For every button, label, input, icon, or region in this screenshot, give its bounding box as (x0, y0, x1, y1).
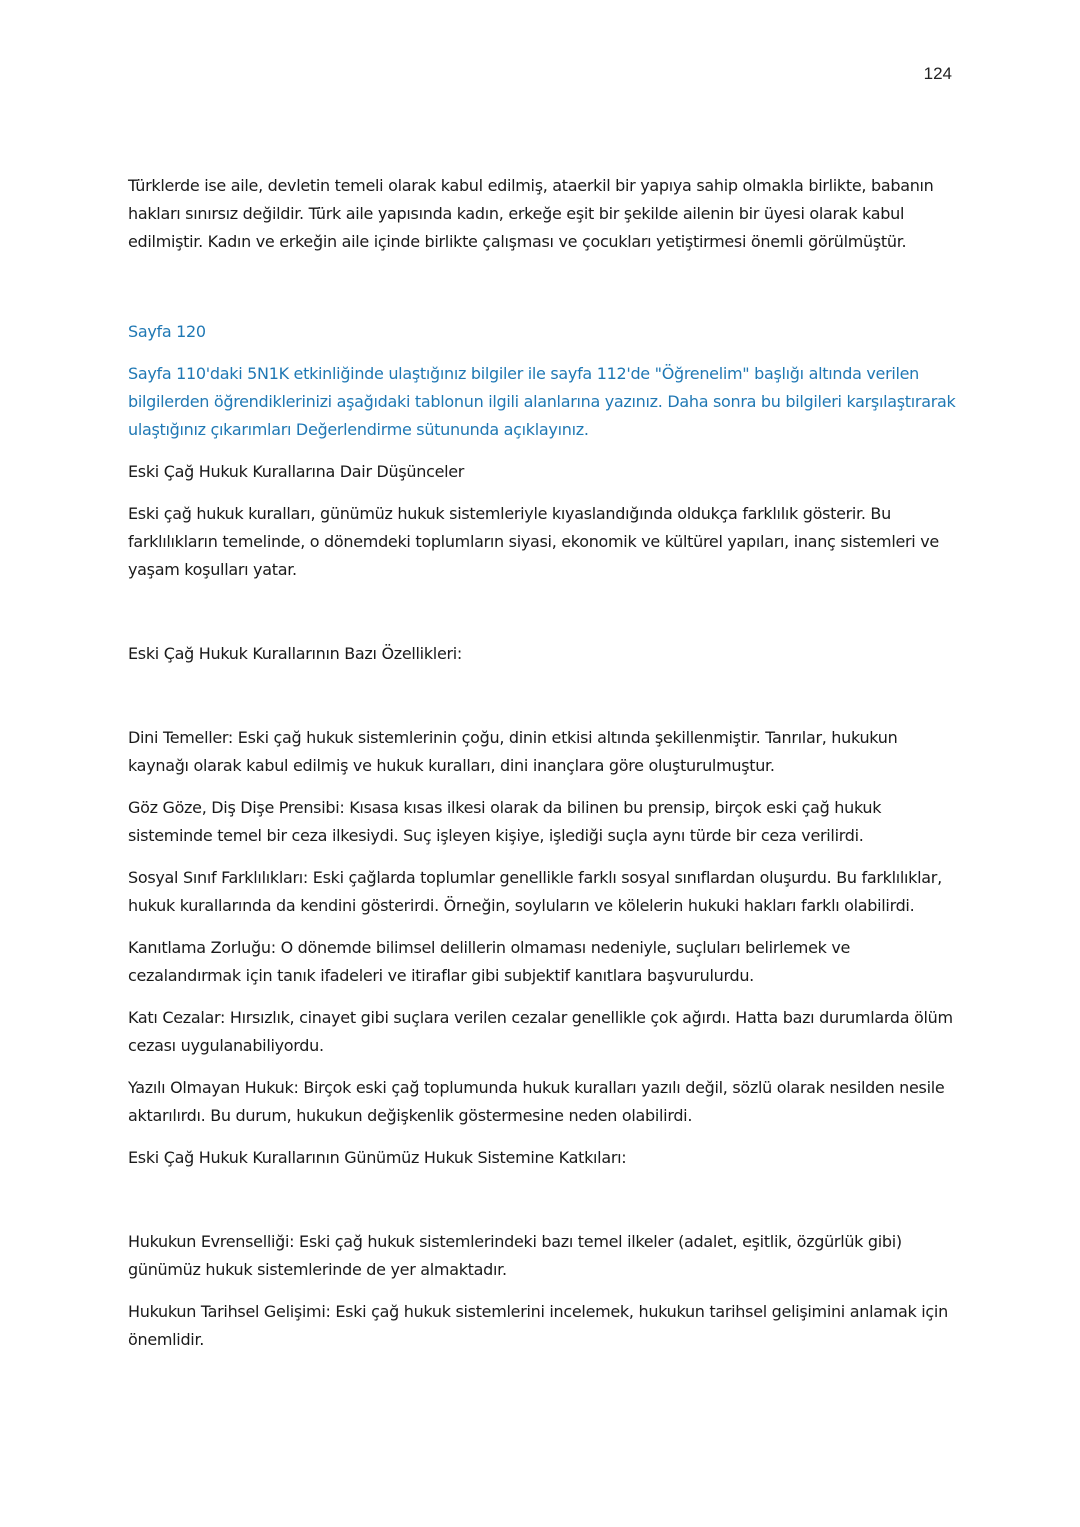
page-content (128, 172, 958, 1354)
page-reference-heading: Sayfa 120 (128, 322, 206, 341)
section-heading-thoughts: Eski Çağ Hukuk Kurallarına Dair Düşünceler (128, 462, 465, 481)
section-heading-features: Eski Çağ Hukuk Kurallarının Bazı Özellikleri: (128, 644, 463, 663)
feature-proof-difficulty: Kanıtlama Zorluğu: O dönemde bilimsel delillerin olmaması nedeniyle, suçluları belirlemek ve cezalandırmak için tanık ifadeleri ve itiraflar gibi subjektif kanıtlara başvurulurdu. (128, 938, 851, 985)
page-number: 124 (923, 64, 952, 83)
section-heading-contributions: Eski Çağ Hukuk Kurallarının Günümüz Hukuk Sistemine Katkıları: (128, 1148, 627, 1167)
instruction-paragraph: Sayfa 110'daki 5N1K etkinliğinde ulaştığınız bilgiler ile sayfa 112'de "Öğrenelim" başlığı altında verilen bilgilerden öğrendiklerinizi aşağıdaki tablonun ilgili alanlarına yazınız. Daha sonra bu bilgileri karşılaştırarak ulaştığınız çıkarımları Değerlendirme sütununda açıklayınız. (128, 364, 956, 439)
spacer (128, 1284, 958, 1298)
spacer (128, 850, 958, 864)
spacer (128, 780, 958, 794)
contribution-historical-development: Hukukun Tarihsel Gelişimi: Eski çağ hukuk sistemlerini incelemek, hukukun tarihsel gelişimini anlamak için önemlidir. (128, 1302, 948, 1349)
intro-paragraph: Türklerde ise aile, devletin temeli olarak kabul edilmiş, ataerkil bir yapıya sahip olmakla birlikte, babanın hakları sınırsız değildir. Türk aile yapısında kadın, erkeğe eşit bir şekilde ailenin bir üyesi olarak kabul edilmiştir. Kadın ve erkeğin aile içinde birlikte çalışması ve çocukları yetiştirmesi önemli görülmüştür. (128, 176, 934, 251)
feature-religious-foundations: Dini Temeller: Eski çağ hukuk sistemlerinin çoğu, dinin etkisi altında şekillenmiştir. Tanrılar, hukukun kaynağı olarak kabul edilmiş ve hukuk kuralları, dini inançlara göre oluşturulmuştur. (128, 728, 898, 775)
spacer (128, 256, 958, 318)
feature-eye-for-eye: Göz Göze, Diş Dişe Prensibi: Kısasa kısas ilkesi olarak da bilinen bu prensip, birçok eski çağ hukuk sisteminde temel bir ceza ilkesiydi. Suç işleyen kişiye, işlediği suçla aynı türde bir ceza verilirdi. (128, 798, 882, 845)
contribution-universality: Hukukun Evrenselliği: Eski çağ hukuk sistemlerindeki bazı temel ilkeler (adalet, eşitlik, özgürlük gibi) günümüz hukuk sistemlerinde de yer almaktadır. (128, 1232, 902, 1279)
spacer (128, 584, 958, 640)
spacer (128, 346, 958, 360)
overview-paragraph: Eski çağ hukuk kuralları, günümüz hukuk sistemleriyle kıyaslandığında oldukça farklılık gösterir. Bu farklılıkların temelinde, o dönemdeki toplumların siyasi, ekonomik ve kültürel yapıları, inanç sistemleri ve yaşam koşulları yatar. (128, 504, 939, 579)
spacer (128, 920, 958, 934)
spacer (128, 444, 958, 458)
spacer (128, 1172, 958, 1228)
spacer (128, 1130, 958, 1144)
feature-unwritten-law: Yazılı Olmayan Hukuk: Birçok eski çağ toplumunda hukuk kuralları yazılı değil, sözlü olarak nesilden nesile aktarılırdı. Bu durum, hukukun değişkenlik göstermesine neden olabilirdi. (128, 1078, 945, 1125)
feature-social-class: Sosyal Sınıf Farklılıkları: Eski çağlarda toplumlar genellikle farklı sosyal sınıflardan oluşurdu. Bu farklılıklar, hukuk kurallarında da kendini gösterirdi. Örneğin, soyluların ve kölelerin hukuki hakları farklı olabilirdi. (128, 868, 942, 915)
spacer (128, 668, 958, 724)
spacer (128, 1060, 958, 1074)
feature-harsh-penalties: Katı Cezalar: Hırsızlık, cinayet gibi suçlara verilen cezalar genellikle çok ağırdı. Hatta bazı durumlarda ölüm cezası uygulanabiliyordu. (128, 1008, 953, 1055)
spacer (128, 486, 958, 500)
spacer (128, 990, 958, 1004)
